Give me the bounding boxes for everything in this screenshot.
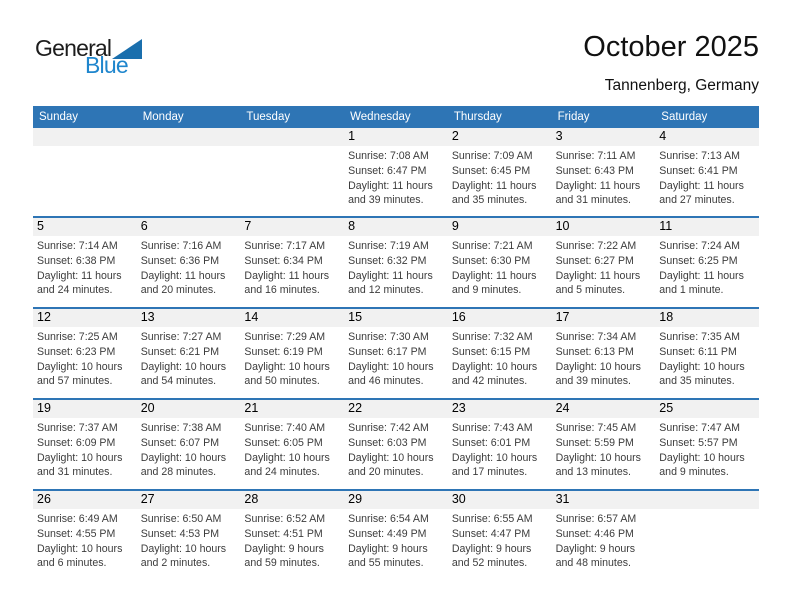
day-cell [655,327,759,389]
sunset-text: Sunset: 6:03 PM [348,436,427,449]
page-title: October 2025 [583,31,759,63]
sunrise-text: Sunrise: 7:45 AM [555,422,637,434]
day-number: 14 [244,310,259,324]
day-cell [552,509,656,571]
day-body-row [33,236,759,298]
day-cell [655,418,759,480]
day-number-cell [552,218,656,236]
day-number-cell [33,400,137,418]
sunset-text: Sunset: 5:59 PM [555,436,634,449]
day-number-cell [655,400,759,418]
daylight-text-line2: and 9 minutes. [451,284,522,297]
logo-text-general: General [35,35,112,61]
day-number-cell [137,309,241,327]
day-number: 2 [451,129,459,143]
day-number-cell [655,309,759,327]
sunset-text: Sunset: 6:32 PM [348,254,427,267]
sunrise-text: Sunrise: 7:13 AM [659,150,740,162]
sunrise-text: Sunrise: 7:09 AM [451,150,533,162]
daylight-text-line2: and 24 minutes. [37,284,113,297]
day-number: 5 [37,219,44,233]
daylight-text-line2: and 24 minutes. [244,466,320,479]
daylight-text-line1: Daylight: 11 hours [37,269,122,282]
day-cell [240,327,344,389]
day-number: 6 [140,219,148,233]
daylight-text-line1: Daylight: 10 hours [140,451,227,464]
week-row [33,398,759,489]
daylight-text-line1: Daylight: 11 hours [659,269,744,282]
daylight-text-line1: Daylight: 10 hours [37,360,123,373]
sunset-text: Sunset: 6:21 PM [140,345,220,358]
day-number-cell [240,400,344,418]
day-number-cell [344,128,448,146]
day-cell [137,236,241,298]
day-number-cell [448,491,552,509]
day-cell [448,236,552,298]
weekday-header-saturday: Saturday [661,111,708,123]
day-number: 8 [348,219,356,233]
day-cell [448,418,552,480]
sunset-text: Sunset: 6:41 PM [659,164,738,177]
day-number: 22 [348,401,363,415]
daylight-text-line1: Daylight: 10 hours [37,542,123,555]
daylight-text-line1: Daylight: 9 hours [244,542,324,555]
daylight-text-line2: and 35 minutes. [451,194,528,207]
empty-day-number-cell [33,128,137,146]
general-blue-logo [35,37,142,77]
day-cell [448,146,552,208]
sunset-text: Sunset: 4:55 PM [37,527,116,540]
day-cell [552,146,656,208]
daylight-text-line1: Daylight: 10 hours [659,360,745,373]
day-number-cell [552,491,656,509]
day-number-cell [344,400,448,418]
week-row [33,216,759,307]
sunset-text: Sunset: 6:09 PM [37,436,116,449]
daylight-text-line2: and 50 minutes. [244,375,320,388]
day-cell [344,509,448,571]
sunset-text: Sunset: 6:07 PM [140,436,220,449]
day-number: 23 [451,401,466,415]
day-number: 20 [140,401,155,415]
logo-text-blue: Blue [85,52,128,78]
daylight-text-line1: Daylight: 10 hours [451,360,538,373]
daylight-text-line1: Daylight: 10 hours [555,360,641,373]
sunrise-text: Sunrise: 7:29 AM [244,331,326,343]
day-number-cell [655,128,759,146]
weekday-header-tuesday: Tuesday [246,111,291,123]
day-number: 4 [659,129,667,143]
sunrise-text: Sunrise: 7:21 AM [451,240,533,252]
daylight-text-line2: and 2 minutes. [140,557,211,570]
day-number-cell [448,309,552,327]
empty-day-cell [240,146,344,208]
daylight-text-line1: Daylight: 10 hours [348,451,434,464]
day-number: 18 [659,310,674,324]
daylight-text-line2: and 55 minutes. [348,557,424,570]
daylight-text-line2: and 5 minutes. [555,284,626,297]
day-number: 10 [555,219,570,233]
sunset-text: Sunset: 6:30 PM [451,254,531,267]
day-cell [552,236,656,298]
sunset-text: Sunset: 6:01 PM [451,436,531,449]
day-body-row [33,327,759,389]
sunrise-text: Sunrise: 7:16 AM [140,240,222,252]
sunrise-text: Sunrise: 6:55 AM [451,513,533,525]
day-cell [448,327,552,389]
sunset-text: Sunset: 4:49 PM [348,527,427,540]
sunset-text: Sunset: 4:47 PM [451,527,531,540]
weekday-header-thursday: Thursday [453,111,502,123]
day-number: 12 [37,310,51,324]
day-number: 13 [140,310,155,324]
day-number-cell [137,218,241,236]
day-number-cell [344,218,448,236]
sunrise-text: Sunrise: 7:22 AM [555,240,637,252]
day-cell [33,236,137,298]
daylight-text-line1: Daylight: 11 hours [659,179,744,192]
daylight-text-line1: Daylight: 11 hours [555,269,641,282]
sunset-text: Sunset: 6:05 PM [244,436,323,449]
week-row [33,489,759,580]
day-number: 21 [244,401,259,415]
sunset-text: Sunset: 6:45 PM [451,164,531,177]
sunset-text: Sunset: 6:34 PM [244,254,323,267]
daylight-text-line2: and 20 minutes. [140,284,217,297]
day-cell [344,146,448,208]
day-number-band [33,218,759,236]
daylight-text-line2: and 39 minutes. [348,194,424,207]
daylight-text-line1: Daylight: 9 hours [451,542,532,555]
daylight-text-line2: and 42 minutes. [451,375,528,388]
day-number: 9 [451,219,459,233]
sunrise-text: Sunrise: 7:25 AM [37,331,118,343]
daylight-text-line2: and 31 minutes. [37,466,113,479]
empty-day-cell [33,146,137,208]
daylight-text-line1: Daylight: 10 hours [555,451,641,464]
empty-day-number-cell [137,128,241,146]
daylight-text-line1: Daylight: 11 hours [348,179,433,192]
day-cell [240,236,344,298]
day-cell [344,236,448,298]
day-number-cell [240,491,344,509]
empty-day-cell [137,146,241,208]
day-body-row [33,418,759,480]
daylight-text-line2: and 59 minutes. [244,557,320,570]
sunset-text: Sunset: 5:57 PM [659,436,738,449]
sunrise-text: Sunrise: 7:40 AM [244,422,326,434]
day-number-cell [33,491,137,509]
day-cell [448,509,552,571]
sunrise-text: Sunrise: 7:38 AM [140,422,222,434]
day-cell [33,418,137,480]
daylight-text-line2: and 28 minutes. [140,466,217,479]
sunrise-text: Sunrise: 6:54 AM [348,513,429,525]
day-number-band [33,128,759,146]
sunrise-text: Sunrise: 7:14 AM [37,240,118,252]
day-cell [552,418,656,480]
sunrise-text: Sunrise: 7:27 AM [140,331,222,343]
sunrise-text: Sunrise: 6:50 AM [140,513,222,525]
weekday-header-friday: Friday [557,111,590,123]
daylight-text-line1: Daylight: 10 hours [244,360,330,373]
day-number-cell [552,128,656,146]
day-number: 3 [555,129,563,143]
empty-day-cell [655,509,759,571]
sunset-text: Sunset: 6:38 PM [37,254,116,267]
day-number: 26 [37,492,51,506]
day-number: 25 [659,401,674,415]
daylight-text-line1: Daylight: 11 hours [451,269,537,282]
daylight-text-line1: Daylight: 10 hours [244,451,330,464]
sunrise-text: Sunrise: 7:19 AM [348,240,429,252]
day-number-cell [344,309,448,327]
day-number-cell [448,128,552,146]
sunrise-text: Sunrise: 7:42 AM [348,422,429,434]
day-cell [137,418,241,480]
sunset-text: Sunset: 6:25 PM [659,254,738,267]
sunset-text: Sunset: 4:53 PM [140,527,220,540]
day-body-row [33,146,759,208]
day-number: 16 [451,310,466,324]
calendar-body [33,128,759,580]
sunrise-text: Sunrise: 7:30 AM [348,331,429,343]
day-cell [33,509,137,571]
day-number-cell [448,400,552,418]
daylight-text-line1: Daylight: 11 hours [451,179,537,192]
sunrise-text: Sunrise: 6:57 AM [555,513,637,525]
sunset-text: Sunset: 6:27 PM [555,254,634,267]
day-cell [344,418,448,480]
sunrise-text: Sunrise: 7:37 AM [37,422,118,434]
daylight-text-line1: Daylight: 10 hours [451,451,538,464]
day-cell [344,327,448,389]
day-number-cell [137,400,241,418]
weekday-header-sunday: Sunday [39,111,79,123]
sunrise-text: Sunrise: 7:32 AM [451,331,533,343]
daylight-text-line1: Daylight: 10 hours [659,451,745,464]
day-number-cell [137,491,241,509]
sunset-text: Sunset: 4:46 PM [555,527,634,540]
day-number: 24 [555,401,570,415]
day-cell [655,236,759,298]
sunset-text: Sunset: 6:15 PM [451,345,531,358]
day-number-cell [344,491,448,509]
day-number-band [33,309,759,327]
day-number: 28 [244,492,259,506]
sunset-text: Sunset: 6:23 PM [37,345,116,358]
daylight-text-line2: and 48 minutes. [555,557,631,570]
sunrise-text: Sunrise: 7:11 AM [555,150,636,162]
sunrise-text: Sunrise: 7:47 AM [659,422,740,434]
day-number-band [33,491,759,509]
sunrise-text: Sunrise: 7:17 AM [244,240,326,252]
daylight-text-line1: Daylight: 11 hours [140,269,226,282]
daylight-text-line2: and 52 minutes. [451,557,528,570]
location-subtitle: Tannenberg, Germany [604,77,759,94]
sunset-text: Sunset: 6:36 PM [140,254,220,267]
daylight-text-line1: Daylight: 11 hours [555,179,641,192]
day-cell [655,146,759,208]
sunrise-text: Sunrise: 7:24 AM [659,240,740,252]
daylight-text-line2: and 13 minutes. [555,466,631,479]
day-number-cell [552,400,656,418]
calendar [33,106,759,580]
weekday-header-monday: Monday [142,111,184,123]
daylight-text-line2: and 54 minutes. [140,375,217,388]
day-number: 27 [140,492,155,506]
daylight-text-line2: and 46 minutes. [348,375,424,388]
day-number: 7 [244,219,252,233]
daylight-text-line1: Daylight: 11 hours [244,269,330,282]
day-number-cell [33,309,137,327]
sunrise-text: Sunrise: 7:34 AM [555,331,637,343]
day-number: 17 [555,310,570,324]
weekday-header-wednesday: Wednesday [350,111,411,123]
day-cell [137,327,241,389]
day-number: 1 [348,129,356,143]
day-number-cell [240,218,344,236]
daylight-text-line2: and 31 minutes. [555,194,631,207]
sunset-text: Sunset: 6:11 PM [659,345,737,358]
day-number-cell [33,218,137,236]
empty-day-number-cell [240,128,344,146]
sunset-text: Sunset: 6:43 PM [555,164,634,177]
sunset-text: Sunset: 6:13 PM [555,345,634,358]
sunset-text: Sunset: 6:17 PM [348,345,427,358]
daylight-text-line2: and 39 minutes. [555,375,631,388]
daylight-text-line1: Daylight: 9 hours [348,542,428,555]
day-number-cell [240,309,344,327]
sunset-text: Sunset: 6:47 PM [348,164,427,177]
sunset-text: Sunset: 6:19 PM [244,345,323,358]
daylight-text-line1: Daylight: 11 hours [348,269,433,282]
day-cell [240,509,344,571]
empty-day-number-cell [655,491,759,509]
day-number-cell [552,309,656,327]
day-number: 11 [659,219,673,233]
sunrise-text: Sunrise: 6:49 AM [37,513,118,525]
day-number-cell [655,218,759,236]
daylight-text-line2: and 16 minutes. [244,284,320,297]
day-cell [33,327,137,389]
sunrise-text: Sunrise: 7:08 AM [348,150,429,162]
daylight-text-line2: and 27 minutes. [659,194,735,207]
day-number: 29 [348,492,363,506]
daylight-text-line2: and 57 minutes. [37,375,113,388]
daylight-text-line1: Daylight: 10 hours [37,451,123,464]
day-number: 30 [451,492,466,506]
sunrise-text: Sunrise: 6:52 AM [244,513,326,525]
weekday-header-row [33,106,759,128]
daylight-text-line2: and 6 minutes. [37,557,107,570]
day-number: 19 [37,401,51,415]
day-body-row [33,509,759,571]
daylight-text-line2: and 9 minutes. [659,466,729,479]
day-number: 31 [555,492,570,506]
day-number-band [33,400,759,418]
day-cell [240,418,344,480]
day-number-cell [448,218,552,236]
daylight-text-line1: Daylight: 10 hours [348,360,434,373]
daylight-text-line1: Daylight: 9 hours [555,542,636,555]
day-cell [137,509,241,571]
week-row [33,128,759,216]
daylight-text-line1: Daylight: 10 hours [140,360,227,373]
sunset-text: Sunset: 4:51 PM [244,527,323,540]
daylight-text-line2: and 20 minutes. [348,466,424,479]
daylight-text-line2: and 35 minutes. [659,375,735,388]
daylight-text-line1: Daylight: 10 hours [140,542,227,555]
daylight-text-line2: and 12 minutes. [348,284,424,297]
week-row [33,307,759,398]
daylight-text-line2: and 1 minute. [659,284,724,297]
day-number: 15 [348,310,363,324]
sunrise-text: Sunrise: 7:43 AM [451,422,533,434]
sunrise-text: Sunrise: 7:35 AM [659,331,740,343]
daylight-text-line2: and 17 minutes. [451,466,528,479]
day-cell [552,327,656,389]
